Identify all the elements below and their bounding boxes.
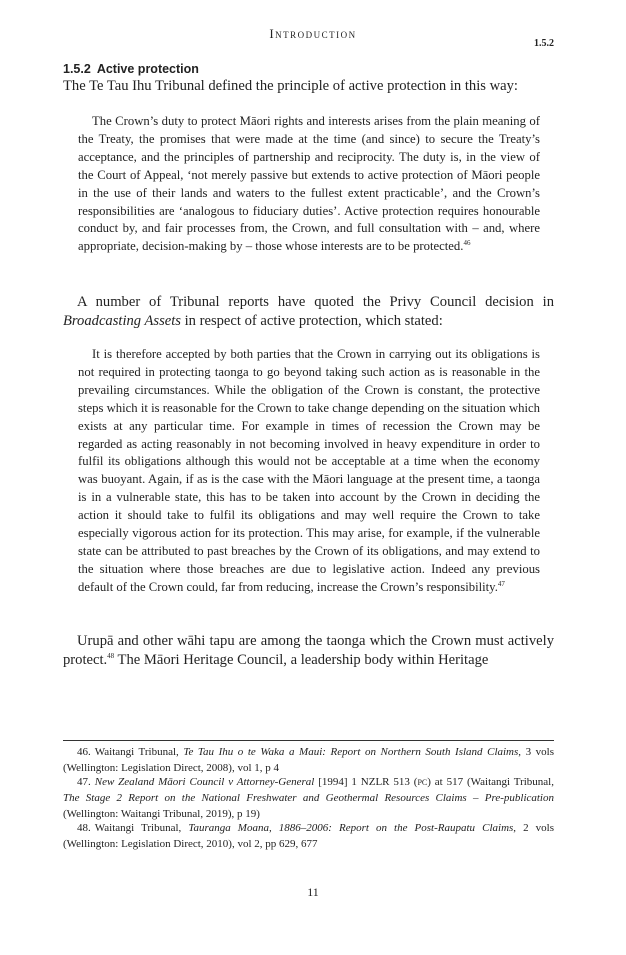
footnote-text: Waitangi Tribunal,: [94, 822, 189, 834]
footnote-case-name: New Zealand Māori Council v Attorney-General: [94, 776, 315, 788]
footnote-court-abbrev: pc: [417, 776, 428, 788]
running-head: Introduction: [269, 26, 357, 41]
p3-start: Urupā and other wāhi tapu are among the taonga which the Crown must actively protect.: [63, 633, 554, 668]
quote2-paragraph: [78, 346, 540, 597]
footnote-ref-47: 47: [497, 579, 505, 588]
p3-paragraph: [63, 632, 554, 670]
footnote-ref-46: 46: [463, 239, 471, 248]
p2-start: A number of Tribunal reports have quoted the Privy Council decision in: [77, 294, 554, 310]
footnote-title: The Stage 2 Report on the National Freshwater and Geothermal Resources Claims – Pre-publication: [63, 792, 554, 804]
intro-paragraph: [63, 77, 554, 96]
p2-italic-title: Broadcasting Assets: [63, 313, 181, 329]
footnote-text: [1994] 1 NZLR 513 (: [314, 776, 418, 788]
section-tag: 1.5.2: [534, 38, 554, 49]
p2-end: in respect of active protection, which stated:: [180, 313, 443, 329]
footnote-text: ) at 517 (Waitangi Tribunal,: [427, 776, 554, 788]
urupa-paragraph: [63, 632, 554, 670]
footnote-title: Te Tau Ihu o te Waka a Maui: Report on Northern South Island Claims: [183, 746, 519, 758]
footnote-47: [63, 774, 554, 822]
footnote-number: 47.: [77, 776, 91, 788]
quote2-text: It is therefore accepted by both parties that the Crown in carrying out its obligations is not required in protecting taonga to go beyond taking such action as is reasonable in the prevailing circumstances. While the obligation of the Crown is constant, the protective steps which it is reasonable for the Crown to take change depending on the situation which exists at any particular time. For example in times of recession the Crown may be regarded as acting reasonably in not becoming involved in heavy expenditure in order to fulfil its obligations although this would not be acceptable at a time when the economy was buoyant. Again, if as is the case with the Māori language at the present time, a taonga is in a vulnerable state, this has to be taken into account by the Crown in deciding the action it should take to fulfil its obligations and may well require the Crown to take especially vigorous action for its protection. This may arise, for example, if the vulnerable state can be attributed to past breaches by the Crown of its obligations, and may extend to the situation where those breaches are due to legislative action. Indeed any previous default of the Crown could, far from reducing, increase the Crown’s responsibility.: [78, 347, 540, 594]
quote1-text: The Crown’s duty to protect Māori rights and interests arises from the plain meaning of the Treaty, the promises that were made at the time (and since) to secure the Treaty’s acceptance, and the principles of partnership and reciprocity. The duty is, in the view of the Court of Appeal, ‘not merely passive but extends to active protection of Māori people in the use of their lands and waters to the fullest extent practicable’, and the Crown’s responsibilities are ‘analogous to fiduciary duties’. Active protection requires honourable conduct by, and fair processes from, the Crown, and full consultation with – and, where appropriate, decision-making by – those whose interests are to be protected.: [78, 114, 540, 254]
footnote-number: 46.: [77, 746, 91, 758]
p2-paragraph: [63, 293, 554, 331]
p3-end: The Māori Heritage Council, a leadership body within Heritage: [114, 652, 489, 668]
footnote-text: (Wellington: Waitangi Tribunal, 2019), p 19): [63, 808, 260, 820]
section-heading: [63, 62, 199, 76]
footnote-title: Tauranga Moana, 1886–2006: Report on the Post-Raupatu Claims: [188, 822, 514, 834]
footnote-48: [63, 820, 554, 852]
footnote-text: , 3 vols (Wellington: Legislation Direct, 2008), vol 1, p 4: [63, 746, 555, 774]
footnote-text: Waitangi Tribunal,: [94, 746, 184, 758]
footnote-ref-48: 48: [107, 652, 115, 661]
section-number: 1.5.2: [63, 62, 91, 76]
broadcasting-paragraph: [63, 293, 554, 331]
intro-text: The Te Tau Ihu Tribunal defined the principle of active protection in this way:: [63, 78, 518, 94]
section-title: Active protection: [96, 62, 199, 76]
quote1-paragraph: [78, 113, 540, 256]
page-number: 11: [307, 885, 319, 899]
block-quote-privy-council: [78, 346, 540, 597]
footnote-rule: [63, 740, 554, 741]
footnote-46: [63, 744, 554, 776]
block-quote-te-tau-ihu: [78, 113, 540, 256]
footnote-text: , 2 vols (Wellington: Legislation Direct, 2010), vol 2, pp 629, 677: [63, 822, 555, 850]
footnote-number: 48.: [77, 822, 91, 834]
